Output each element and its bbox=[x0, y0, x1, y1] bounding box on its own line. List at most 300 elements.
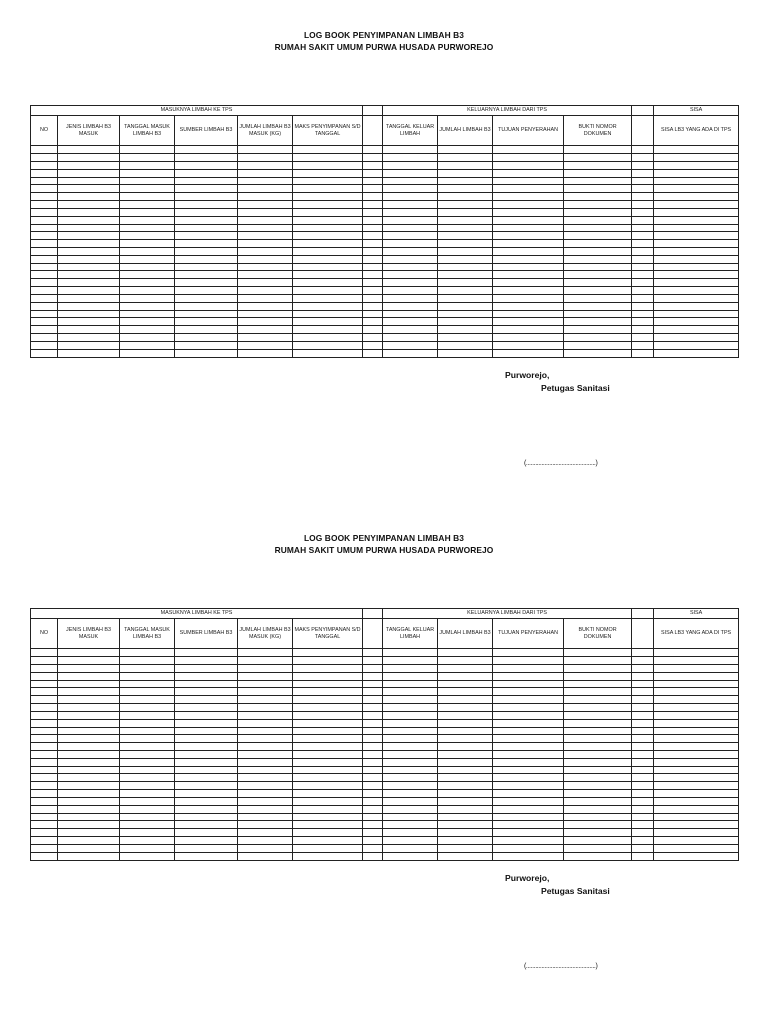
table-cell bbox=[564, 774, 632, 782]
table-cell bbox=[632, 766, 654, 774]
table-cell bbox=[58, 813, 120, 821]
table-cell bbox=[564, 750, 632, 758]
table-cell bbox=[564, 201, 632, 209]
table-cell bbox=[438, 185, 493, 193]
table-cell bbox=[564, 704, 632, 712]
table-cell bbox=[654, 334, 739, 342]
table-row bbox=[31, 790, 739, 798]
table-cell bbox=[120, 334, 175, 342]
table-cell bbox=[175, 224, 238, 232]
table-cell bbox=[31, 326, 58, 334]
table-row bbox=[31, 169, 739, 177]
table-cell bbox=[293, 318, 363, 326]
table-cell bbox=[383, 161, 438, 169]
table-cell bbox=[632, 287, 654, 295]
table-cell bbox=[564, 680, 632, 688]
table-cell bbox=[293, 185, 363, 193]
table-cell bbox=[238, 201, 293, 209]
table-cell bbox=[438, 657, 493, 665]
table-cell bbox=[493, 146, 564, 154]
table-cell bbox=[493, 805, 564, 813]
table-cell bbox=[654, 719, 739, 727]
col-header-maks-penyimpanan: MAKS PENYIMPANAN S/D TANGGAL bbox=[293, 619, 363, 649]
table-cell bbox=[120, 743, 175, 751]
table-cell bbox=[31, 255, 58, 263]
col-header-sumber-limbah: SUMBER LIMBAH B3 bbox=[175, 116, 238, 146]
table-cell bbox=[564, 727, 632, 735]
spacer-cell bbox=[363, 116, 383, 146]
table-cell bbox=[363, 680, 383, 688]
table-cell bbox=[58, 255, 120, 263]
table-cell bbox=[383, 232, 438, 240]
table-cell bbox=[58, 263, 120, 271]
table-cell bbox=[58, 318, 120, 326]
table-cell bbox=[363, 672, 383, 680]
table-cell bbox=[238, 263, 293, 271]
table-cell bbox=[632, 844, 654, 852]
table-cell bbox=[238, 672, 293, 680]
spacer-cell bbox=[363, 619, 383, 649]
table-cell bbox=[654, 208, 739, 216]
table-cell bbox=[654, 657, 739, 665]
table-cell bbox=[564, 208, 632, 216]
table-cell bbox=[632, 735, 654, 743]
table-cell bbox=[654, 837, 739, 845]
table-cell bbox=[363, 271, 383, 279]
table-row bbox=[31, 672, 739, 680]
table-row bbox=[31, 177, 739, 185]
table-cell bbox=[493, 326, 564, 334]
log-table bbox=[30, 608, 739, 861]
signature-line: (.............................................) bbox=[524, 460, 598, 467]
table-cell bbox=[632, 805, 654, 813]
table-cell bbox=[438, 649, 493, 657]
table-cell bbox=[654, 310, 739, 318]
table-cell bbox=[238, 657, 293, 665]
table-cell bbox=[654, 255, 739, 263]
table-cell bbox=[632, 696, 654, 704]
table-cell bbox=[493, 154, 564, 162]
table-cell bbox=[363, 216, 383, 224]
table-cell bbox=[175, 664, 238, 672]
table-cell bbox=[493, 797, 564, 805]
table-cell bbox=[58, 844, 120, 852]
table-cell bbox=[238, 240, 293, 248]
table-cell bbox=[58, 271, 120, 279]
table-cell bbox=[120, 649, 175, 657]
table-cell bbox=[238, 829, 293, 837]
table-cell bbox=[363, 766, 383, 774]
table-cell bbox=[175, 263, 238, 271]
table-cell bbox=[654, 318, 739, 326]
table-cell bbox=[493, 310, 564, 318]
table-cell bbox=[175, 805, 238, 813]
table-cell bbox=[293, 649, 363, 657]
table-cell bbox=[632, 271, 654, 279]
table-cell bbox=[175, 680, 238, 688]
table-cell bbox=[120, 310, 175, 318]
table-row bbox=[31, 852, 739, 860]
table-cell bbox=[238, 790, 293, 798]
table-cell bbox=[438, 240, 493, 248]
table-row bbox=[31, 255, 739, 263]
table-cell bbox=[293, 193, 363, 201]
group-header-masuk: MASUKNYA LIMBAH KE TPS bbox=[31, 609, 363, 619]
col-header-sisa: SISA LB3 YANG ADA DI TPS bbox=[654, 116, 739, 146]
table-cell bbox=[175, 161, 238, 169]
table-cell bbox=[654, 161, 739, 169]
officer-label: Petugas Sanitasi bbox=[541, 886, 610, 896]
table-cell bbox=[438, 774, 493, 782]
table-cell bbox=[383, 774, 438, 782]
table-cell bbox=[31, 349, 58, 357]
table-cell bbox=[654, 146, 739, 154]
table-cell bbox=[438, 837, 493, 845]
table-cell bbox=[493, 844, 564, 852]
table-cell bbox=[175, 813, 238, 821]
table-cell bbox=[493, 688, 564, 696]
table-cell bbox=[31, 287, 58, 295]
table-cell bbox=[363, 287, 383, 295]
table-cell bbox=[120, 216, 175, 224]
table-cell bbox=[175, 735, 238, 743]
table-cell bbox=[363, 208, 383, 216]
table-cell bbox=[632, 719, 654, 727]
table-cell bbox=[238, 318, 293, 326]
table-cell bbox=[438, 334, 493, 342]
table-cell bbox=[175, 240, 238, 248]
table-cell bbox=[654, 813, 739, 821]
table-cell bbox=[120, 349, 175, 357]
table-cell bbox=[120, 766, 175, 774]
table-cell bbox=[438, 719, 493, 727]
table-cell bbox=[383, 185, 438, 193]
table-cell bbox=[293, 688, 363, 696]
table-cell bbox=[654, 672, 739, 680]
table-cell bbox=[654, 224, 739, 232]
table-row bbox=[31, 696, 739, 704]
table-cell bbox=[175, 837, 238, 845]
table-cell bbox=[293, 224, 363, 232]
table-cell bbox=[120, 750, 175, 758]
table-cell bbox=[120, 711, 175, 719]
table-cell bbox=[175, 334, 238, 342]
table-cell bbox=[632, 193, 654, 201]
table-cell bbox=[383, 743, 438, 751]
table-row bbox=[31, 743, 739, 751]
table-cell bbox=[31, 294, 58, 302]
table-cell bbox=[383, 247, 438, 255]
table-cell bbox=[564, 844, 632, 852]
table-cell bbox=[383, 318, 438, 326]
table-cell bbox=[58, 649, 120, 657]
table-row bbox=[31, 146, 739, 154]
table-cell bbox=[120, 657, 175, 665]
table-cell bbox=[363, 664, 383, 672]
table-cell bbox=[654, 271, 739, 279]
table-cell bbox=[31, 711, 58, 719]
table-cell bbox=[31, 302, 58, 310]
table-cell bbox=[564, 664, 632, 672]
table-cell bbox=[175, 193, 238, 201]
table-cell bbox=[493, 719, 564, 727]
table-cell bbox=[632, 185, 654, 193]
table-cell bbox=[31, 177, 58, 185]
table-cell bbox=[632, 790, 654, 798]
table-cell bbox=[175, 294, 238, 302]
table-cell bbox=[654, 240, 739, 248]
table-cell bbox=[31, 146, 58, 154]
table-cell bbox=[238, 774, 293, 782]
table-cell bbox=[363, 255, 383, 263]
table-cell bbox=[632, 201, 654, 209]
table-cell bbox=[564, 735, 632, 743]
table-cell bbox=[31, 743, 58, 751]
table-cell bbox=[120, 852, 175, 860]
table-cell bbox=[654, 664, 739, 672]
table-cell bbox=[654, 287, 739, 295]
table-cell bbox=[383, 255, 438, 263]
table-cell bbox=[58, 247, 120, 255]
table-cell bbox=[363, 247, 383, 255]
table-cell bbox=[438, 341, 493, 349]
table-cell bbox=[58, 334, 120, 342]
table-cell bbox=[493, 782, 564, 790]
table-cell bbox=[120, 185, 175, 193]
table-cell bbox=[58, 727, 120, 735]
table-cell bbox=[31, 334, 58, 342]
table-cell bbox=[238, 271, 293, 279]
table-cell bbox=[438, 766, 493, 774]
table-cell bbox=[564, 271, 632, 279]
table-cell bbox=[293, 837, 363, 845]
table-row bbox=[31, 247, 739, 255]
officer-label: Petugas Sanitasi bbox=[541, 383, 610, 393]
table-cell bbox=[293, 208, 363, 216]
table-row bbox=[31, 216, 739, 224]
col-header-tanggal-masuk: TANGGAL MASUK LIMBAH B3 bbox=[120, 619, 175, 649]
table-cell bbox=[438, 201, 493, 209]
table-cell bbox=[58, 310, 120, 318]
table-row bbox=[31, 657, 739, 665]
table-cell bbox=[293, 349, 363, 357]
table-cell bbox=[175, 743, 238, 751]
table-cell bbox=[175, 318, 238, 326]
table-cell bbox=[654, 201, 739, 209]
table-cell bbox=[564, 349, 632, 357]
table-cell bbox=[383, 208, 438, 216]
table-cell bbox=[31, 161, 58, 169]
table-cell bbox=[383, 279, 438, 287]
table-cell bbox=[293, 146, 363, 154]
table-cell bbox=[293, 750, 363, 758]
col-header-jenis-limbah: JENIS LIMBAH B3 MASUK bbox=[58, 116, 120, 146]
table-cell bbox=[564, 743, 632, 751]
table-cell bbox=[238, 719, 293, 727]
group-header-sisa: SISA bbox=[654, 609, 739, 619]
table-cell bbox=[120, 797, 175, 805]
table-cell bbox=[383, 696, 438, 704]
table-cell bbox=[175, 271, 238, 279]
table-cell bbox=[120, 201, 175, 209]
table-cell bbox=[438, 177, 493, 185]
table-cell bbox=[58, 240, 120, 248]
table-cell bbox=[363, 318, 383, 326]
table-cell bbox=[564, 161, 632, 169]
col-header-jumlah-keluar: JUMLAH LIMBAH B3 bbox=[438, 116, 493, 146]
table-row bbox=[31, 294, 739, 302]
table-cell bbox=[493, 735, 564, 743]
table-cell bbox=[438, 224, 493, 232]
table-cell bbox=[175, 797, 238, 805]
table-cell bbox=[363, 813, 383, 821]
table-cell bbox=[363, 185, 383, 193]
table-cell bbox=[438, 287, 493, 295]
table-cell bbox=[654, 302, 739, 310]
table-row bbox=[31, 224, 739, 232]
table-cell bbox=[383, 852, 438, 860]
table-cell bbox=[363, 797, 383, 805]
table-cell bbox=[31, 263, 58, 271]
table-cell bbox=[58, 279, 120, 287]
table-cell bbox=[564, 758, 632, 766]
table-cell bbox=[564, 146, 632, 154]
table-cell bbox=[58, 852, 120, 860]
table-cell bbox=[438, 758, 493, 766]
table-cell bbox=[58, 688, 120, 696]
table-cell bbox=[564, 829, 632, 837]
table-cell bbox=[632, 688, 654, 696]
col-header-maks-penyimpanan: MAKS PENYIMPANAN S/D TANGGAL bbox=[293, 116, 363, 146]
table-cell bbox=[654, 349, 739, 357]
table-cell bbox=[493, 224, 564, 232]
table-cell bbox=[632, 774, 654, 782]
table-cell bbox=[58, 735, 120, 743]
table-cell bbox=[564, 821, 632, 829]
table-row bbox=[31, 688, 739, 696]
table-cell bbox=[493, 837, 564, 845]
table-cell bbox=[293, 719, 363, 727]
table-cell bbox=[175, 287, 238, 295]
table-cell bbox=[58, 774, 120, 782]
table-cell bbox=[238, 680, 293, 688]
table-cell bbox=[293, 680, 363, 688]
table-cell bbox=[31, 829, 58, 837]
table-cell bbox=[493, 177, 564, 185]
table-row bbox=[31, 318, 739, 326]
table-cell bbox=[438, 844, 493, 852]
table-cell bbox=[493, 232, 564, 240]
table-cell bbox=[383, 829, 438, 837]
col-header-no: NO bbox=[31, 116, 58, 146]
table-cell bbox=[383, 216, 438, 224]
table-row bbox=[31, 758, 739, 766]
table-cell bbox=[438, 829, 493, 837]
table-cell bbox=[238, 208, 293, 216]
table-cell bbox=[293, 341, 363, 349]
table-row bbox=[31, 240, 739, 248]
table-cell bbox=[383, 750, 438, 758]
table-cell bbox=[238, 837, 293, 845]
table-cell bbox=[383, 657, 438, 665]
table-cell bbox=[363, 349, 383, 357]
table-row bbox=[31, 185, 739, 193]
table-cell bbox=[31, 224, 58, 232]
table-cell bbox=[293, 774, 363, 782]
table-cell bbox=[632, 657, 654, 665]
table-cell bbox=[293, 696, 363, 704]
table-row bbox=[31, 271, 739, 279]
table-cell bbox=[175, 829, 238, 837]
table-cell bbox=[120, 232, 175, 240]
table-cell bbox=[438, 279, 493, 287]
table-cell bbox=[564, 185, 632, 193]
table-cell bbox=[632, 349, 654, 357]
table-cell bbox=[31, 766, 58, 774]
table-cell bbox=[31, 247, 58, 255]
table-cell bbox=[493, 271, 564, 279]
table-cell bbox=[438, 813, 493, 821]
table-cell bbox=[654, 247, 739, 255]
table-row bbox=[31, 208, 739, 216]
group-header-sisa: SISA bbox=[654, 106, 739, 116]
table-cell bbox=[564, 232, 632, 240]
table-cell bbox=[120, 271, 175, 279]
table-cell bbox=[438, 154, 493, 162]
table-cell bbox=[175, 208, 238, 216]
table-cell bbox=[493, 766, 564, 774]
table-cell bbox=[632, 318, 654, 326]
table-cell bbox=[632, 680, 654, 688]
table-cell bbox=[175, 727, 238, 735]
group-header-row bbox=[31, 106, 739, 116]
col-header-tujuan-penyerahan: TUJUAN PENYERAHAN bbox=[493, 116, 564, 146]
table-row bbox=[31, 680, 739, 688]
table-cell bbox=[238, 805, 293, 813]
table-cell bbox=[493, 263, 564, 271]
table-cell bbox=[363, 774, 383, 782]
table-row bbox=[31, 334, 739, 342]
table-cell bbox=[632, 829, 654, 837]
table-cell bbox=[238, 727, 293, 735]
table-cell bbox=[564, 247, 632, 255]
table-cell bbox=[238, 852, 293, 860]
table-cell bbox=[293, 657, 363, 665]
table-cell bbox=[293, 310, 363, 318]
table-cell bbox=[31, 649, 58, 657]
table-cell bbox=[120, 672, 175, 680]
table-cell bbox=[175, 279, 238, 287]
table-cell bbox=[564, 805, 632, 813]
table-cell bbox=[383, 177, 438, 185]
table-cell bbox=[31, 318, 58, 326]
table-cell bbox=[120, 821, 175, 829]
table-cell bbox=[31, 837, 58, 845]
table-cell bbox=[293, 177, 363, 185]
table-cell bbox=[383, 294, 438, 302]
table-cell bbox=[383, 263, 438, 271]
table-cell bbox=[31, 216, 58, 224]
table-row bbox=[31, 727, 739, 735]
table-cell bbox=[175, 177, 238, 185]
table-cell bbox=[363, 719, 383, 727]
table-cell bbox=[58, 664, 120, 672]
table-cell bbox=[654, 696, 739, 704]
table-cell bbox=[175, 704, 238, 712]
table-cell bbox=[293, 852, 363, 860]
table-cell bbox=[438, 161, 493, 169]
table-cell bbox=[363, 727, 383, 735]
